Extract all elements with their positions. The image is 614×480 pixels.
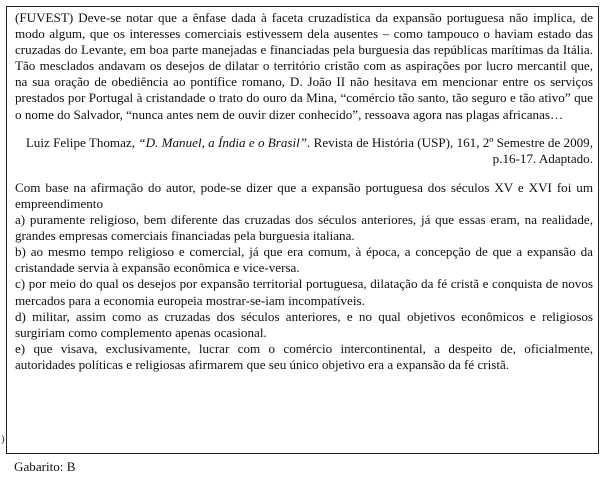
passage-text: (FUVEST) Deve-se notar que a ênfase dada à faceta cruzadística da expansão portuguesa não implica, de modo algum, que os interesses comerciais estivessem dela ausentes – como tampouco o haviam estado das cruzadas do Levante, em boa parte manejadas e financiadas pela burguesia das repúblicas marítimas da Itália. Tão mesclados andavam os desejos de dilatar o território cristão com as aspirações por lucro mercantil que, na sua oração de obediência ao pontífice romano, D. João II não hesitava em mencionar entre os serviços prestados por Portugal à cristandade o trato do ouro da Mina, “comércio tão santo, tão seguro e tão ativo” que o nome do Salvador, “nunca antes nem de ouvir dizer conhecido”, ressoava agora nas plagas africanas… [15, 10, 593, 122]
option-c: c) por meio do qual os desejos por expansão territorial portuguesa, dilatação da fé cristã e conquista de novos mercados para a economia europeia mostrar-se-iam incompatíveis. [15, 276, 593, 308]
citation-source: Revista de História (USP), 161, 2º Semestre de 2009, p.16-17. Adaptado. [313, 134, 593, 166]
question-stem: Com base na afirmação do autor, pode-se dizer que a expansão portuguesa dos séculos XV e XVI foi um empreendimento [15, 179, 593, 211]
citation-title: “D. Manuel, a Índia e o Brasil”. [138, 134, 311, 150]
citation [15, 135, 593, 167]
option-a: a) puramente religioso, bem diferente das cruzadas dos séculos anteriores, já que essas eram, na realidade, grandes empresas comerciais financiadas pela burguesia italiana. [15, 212, 593, 244]
option-e: e) que visava, exclusivamente, lucrar com o comércio intercontinental, a despeito de, oficialmente, autoridades políticas e religiosas afirmarem que seu único objetivo era a expansão da fé cristã. [15, 340, 593, 372]
answer-key: Gabarito: B [14, 459, 76, 474]
option-d: d) militar, assim como as cruzadas dos séculos anteriores, e no qual objetivos econômicos e religiosos surgiriam como complemento apenas ocasional. [15, 308, 593, 340]
option-b: b) ao mesmo tempo religioso e comercial, já que era comum, à época, a concepção de que a expansão da cristandade servia à expansão econômica e vice-versa. [15, 244, 593, 276]
question-box [6, 6, 599, 454]
edge-mark: ) [1, 433, 5, 445]
citation-author: Luiz Felipe Thomaz, [25, 134, 136, 150]
